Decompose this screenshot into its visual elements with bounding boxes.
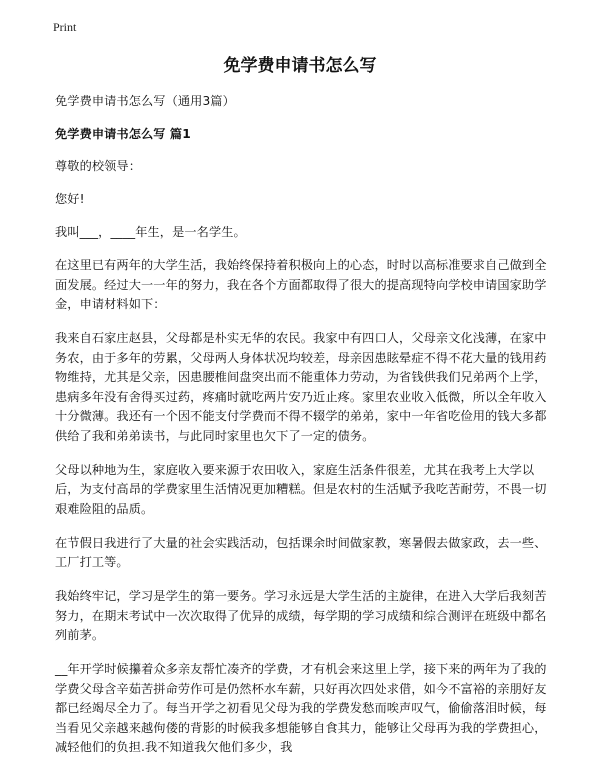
intro-line: 我叫___，____年生，是一名学生。 xyxy=(55,225,246,239)
document-subtitle: 免学费申请书怎么写（通用3篇） xyxy=(55,94,235,108)
paragraph: 我来自石家庄赵县，父母都是朴实无华的农民。我家中有四口人，父母亲文化浅薄，在家中务农，由于多年的劳累，父母两人身体状况均较差，母亲因患眩晕症不得不花大量的钱用药物维持，尤其是父亲，因患腰椎间盘突出而不能重体力劳动，为省钱供我们兄弟两个上学，患病多年没有舍得买过药，疼痛时就吃两片安乃近止疼。家里农业收入低微，所以全年收入十分微薄。我还有一个因不能支付学费而不得不辍学的弟弟，家中一年省吃俭用的钱大多都供给了我和弟弟读书，与此同时家里也欠下了一定的债务。 xyxy=(55,331,547,443)
paragraph: 在节假日我进行了大量的社会实践活动，包括课余时间做家教，寒暑假去做家政，去一些、工厂打工等。 xyxy=(55,535,547,569)
greeting: 您好! xyxy=(55,192,85,206)
section-heading: 免学费申请书怎么写 篇1 xyxy=(55,126,191,141)
print-link[interactable]: Print xyxy=(53,20,77,34)
document-title: 免学费申请书怎么写 xyxy=(223,56,377,76)
paragraph: 父母以种地为生，家庭收入要来源于农田收入，家庭生活条件很差，尤其在我考上大学以后，为支付高昂的学费家里生活情况更加糟糕。但是农村的生活赋予我吃苦耐劳，不畏一切艰难险阻的品质。 xyxy=(55,462,547,516)
paragraph: __年开学时候攥着众多亲友帮忙凑齐的学费，才有机会来这里上学，接下来的两年为了我的学费父母含辛茹苦拼命劳作可是仍然杯水车薪，只好再次四处求借，如今不富裕的亲朋好友都已经竭尽全力了。每当开学之初看见父母为我的学费发愁而唉声叹气，偷偷落泪时候，每当看见父亲越来越佝偻的背影的时候我多想能够自食其力，能够让父母再为我的学费担心，减轻他们的负担.我不知道我欠他们多少，我 xyxy=(55,662,547,754)
document-body xyxy=(55,92,550,772)
paragraph: 在这里已有两年的大学生活，我始终保持着积极向上的心态，时时以高标准要求自己做到全面发展。经过大一一年的努力，我在各个方面都取得了很大的提高现特向学校申请国家助学金，申请材料如下： xyxy=(55,258,547,311)
paragraph: 我始终牢记，学习是学生的第一要务。学习永远是大学生活的主旋律，在进入大学后我刻苦努力，在期末考试中一次次取得了优异的成绩，每学期的学习成绩和综合测评在班级中都名列前茅。 xyxy=(55,589,547,642)
salutation: 尊敬的校领导： xyxy=(55,159,142,173)
